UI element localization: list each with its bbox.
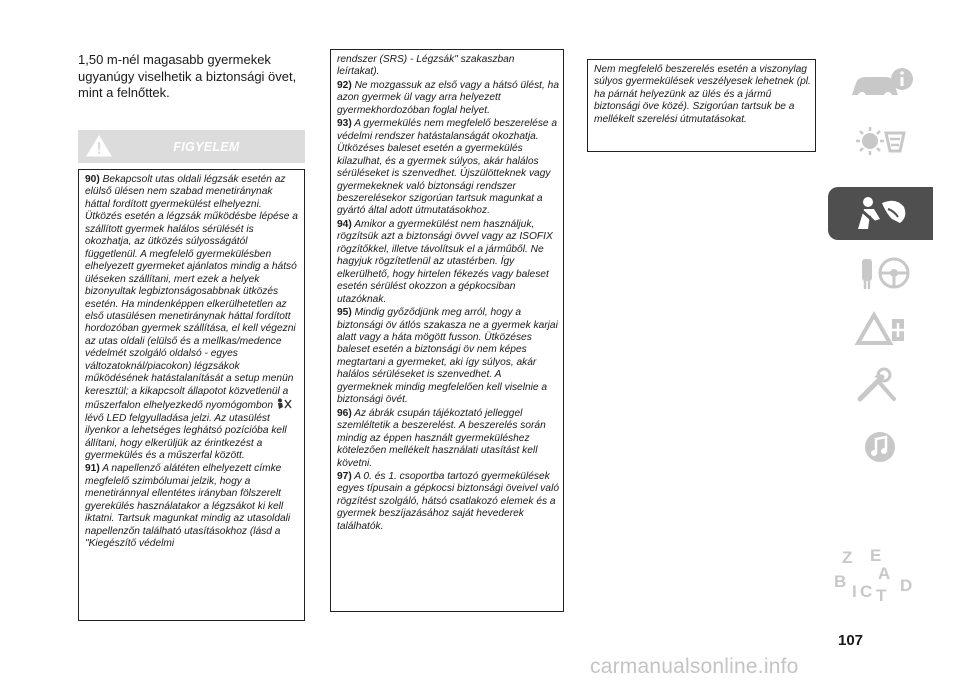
note-94 — [337, 219, 559, 306]
airbag-off-icon — [276, 398, 292, 410]
index-letter: C — [860, 582, 873, 601]
index-letters — [830, 492, 930, 605]
tab-maintenance[interactable] — [828, 359, 933, 412]
index-letter: Z — [842, 548, 853, 567]
tab-safety[interactable] — [828, 187, 933, 240]
note-number: 90) — [85, 174, 100, 185]
note-text: A gyermekülés nem megfelelő beszerelése a védelmi rendszer hatástalanságát okozhatja. Ütközéses baleset esetén a gyermekülés kilazulhat, és a gyermek súlyos, akár halálos sérüléseket is szenvedhet. Újszülötteknek vagy gyermekeknek való biztonsági rendszer beszerelésekor szigorúan tartsuk magunkat a gyártó által adott útmutatásokhoz. — [337, 118, 558, 217]
index-letter: A — [878, 564, 891, 583]
note-91 — [85, 463, 300, 550]
note-91-cont: rendszer (SRS) - Légzsák" szakaszban leírtakat). — [337, 54, 515, 78]
tab-starting-driving[interactable] — [828, 247, 933, 300]
car-info-icon — [846, 65, 916, 103]
note-97 — [337, 471, 559, 533]
note-95 — [337, 307, 559, 407]
note-text: Az ábrák csupán tájékoztató jelleggel szemléltetik a beszerelést. A beszerelés során mindig az éppen használt gyermeküléshez kötelezően mellékelt használati utasítást kell követni. — [337, 407, 546, 469]
tab-car-info[interactable] — [828, 57, 933, 110]
index-letter: I — [852, 582, 857, 601]
index-letter: T — [876, 586, 887, 605]
warning-box-left — [78, 169, 305, 621]
note-text: Ne mozgassuk az első vagy a hátsó ülést, ha azon gyermek ül vagy arra helyezett gyermekhordozóban foglal helyet. — [337, 79, 560, 116]
page-number: 107 — [838, 632, 864, 649]
note-number: 93) — [337, 118, 352, 130]
tab-emergency[interactable] — [828, 303, 933, 356]
note-text: Amikor a gyermekülést nem használjuk, rögzítsük azt a biztonsági övvel vagy az ISOFIX rögzítőkkel, illetve távolítsuk el a járműből. Ne hagyjuk rögzítetlenül az utastérben. Így elkerülhető, hogy hirtelen fékezés vagy baleset esetén sérülést okozzon a gépkocsiban utazóknak. — [337, 218, 553, 305]
index-letter: E — [870, 546, 882, 565]
safety-airbag-icon — [846, 195, 916, 233]
emergency-triangle-icon — [846, 311, 916, 349]
tab-dashboard-lights[interactable] — [828, 115, 933, 168]
watermark: carmanualsonline.info — [590, 655, 799, 678]
note-number: 97) — [337, 470, 352, 482]
note-92 — [337, 80, 559, 117]
warning-box-right — [587, 59, 816, 152]
index-letter: D — [900, 576, 913, 595]
intro-paragraph: 1,50 m-nél magasabb gyermekek ugyanúgy viselhetik a biztonsági övet, mint a felnőttek. — [78, 52, 297, 100]
note-text: Nem megfelelő beszerelés esetén a viszonylag súlyos gyermekülések veszélyesek lehetnek (pl. ha párnát helyezünk az ülés és a jármű biztonsági öve közé). Szigorúan tartsuk be a mellékelt szerelési útmutatásokat. — [594, 64, 811, 125]
note-text: Bekapcsolt utas oldali légzsák esetén az elülső ülésen nem szabad menetiránynak háttal fordított gyermekülést elhelyezni. Ütközés esetén a légzsák működésbe lépése a szállított gyermek halálos sérülését is okozhatja, az ütközés súlyosságától függetlenül. A megfelelő gyermekülésben elhelyezett gyermeket ajánlatos mindig a hátsó üléseken szállítani, mert ezek a helyek bizonyultak legbiztonságosabbnak ütközés esetén. Ha mindenképpen elkerülhetetlen az első utasülésen menetiránynak háttal fordított hordozóban gyermek szállítása, el kell végezni az utas oldali (elülső és a mellkas/medence védelmét szolgáló oldalsó - egyes változatoknál/piacokon) légzsákok működésének hatástalanítását a setup menün keresztül; a kikapcsolt állapotot közvetlenül a műszerfalon elhelyezkedő nyomógombon — [85, 174, 298, 412]
note-text-cont: lévő LED felgyulladása jelzi. Az utasülést ilyenkor a lehetséges leghátsó pozícióba kell állítani, hogy elkerüljük az érintkezést a gyermekülés és a műszerfal között. — [85, 412, 287, 461]
dashboard-lights-icon — [846, 123, 916, 161]
note-number: 92) — [337, 79, 352, 91]
note-text: A napellenző alátéten elhelyezett címke megfelelő szimbólumai jelzik, hogy a menetiránnyal ellentétes irányban fölszerelt gyerekülés használatakor a légzsákot ki kell iktatni. Tartsuk magunkat mindig az utasoldali napellenzőn található utasításokhoz (lásd a "Kiegészítő védelmi — [85, 463, 291, 550]
maintenance-tools-icon — [846, 367, 916, 405]
note-93 — [337, 118, 559, 218]
note-text: A 0. és 1. csoportba tartozó gyermekülések egyes típusain a gépkocsi biztonsági öveivel való rögzítést szolgáló, hátsó csatlakozó elemek és a gyermek beszíjazásához saját hevederek találhatók. — [337, 470, 559, 532]
note-text: Mindig győződjünk meg arról, hogy a biztonsági öv átlós szakasza ne a gyermek karjai alatt vagy a háta mögött fusson. Ütközéses baleset esetén a biztonsági öv nem képes megtartani a gyermeket, aki így súlyos, akár halálos sérüléseket is szenvedhet. A gyermeknek mindig megfelelően kell viselnie a biztonsági övét. — [337, 307, 558, 406]
multimedia-icon — [846, 427, 916, 465]
warning-title: FIGYELEM — [173, 140, 240, 154]
note-number: 91) — [85, 463, 100, 475]
index-letter: B — [834, 572, 847, 591]
note-number: 95) — [337, 307, 352, 319]
tab-multimedia[interactable] — [828, 419, 933, 472]
note-90 — [85, 174, 300, 462]
note-96 — [337, 408, 559, 470]
note-number: 96) — [337, 407, 352, 419]
note-number: 94) — [337, 218, 352, 230]
warning-banner — [78, 130, 305, 163]
warning-box-middle — [330, 49, 564, 612]
starting-driving-icon — [846, 255, 916, 293]
